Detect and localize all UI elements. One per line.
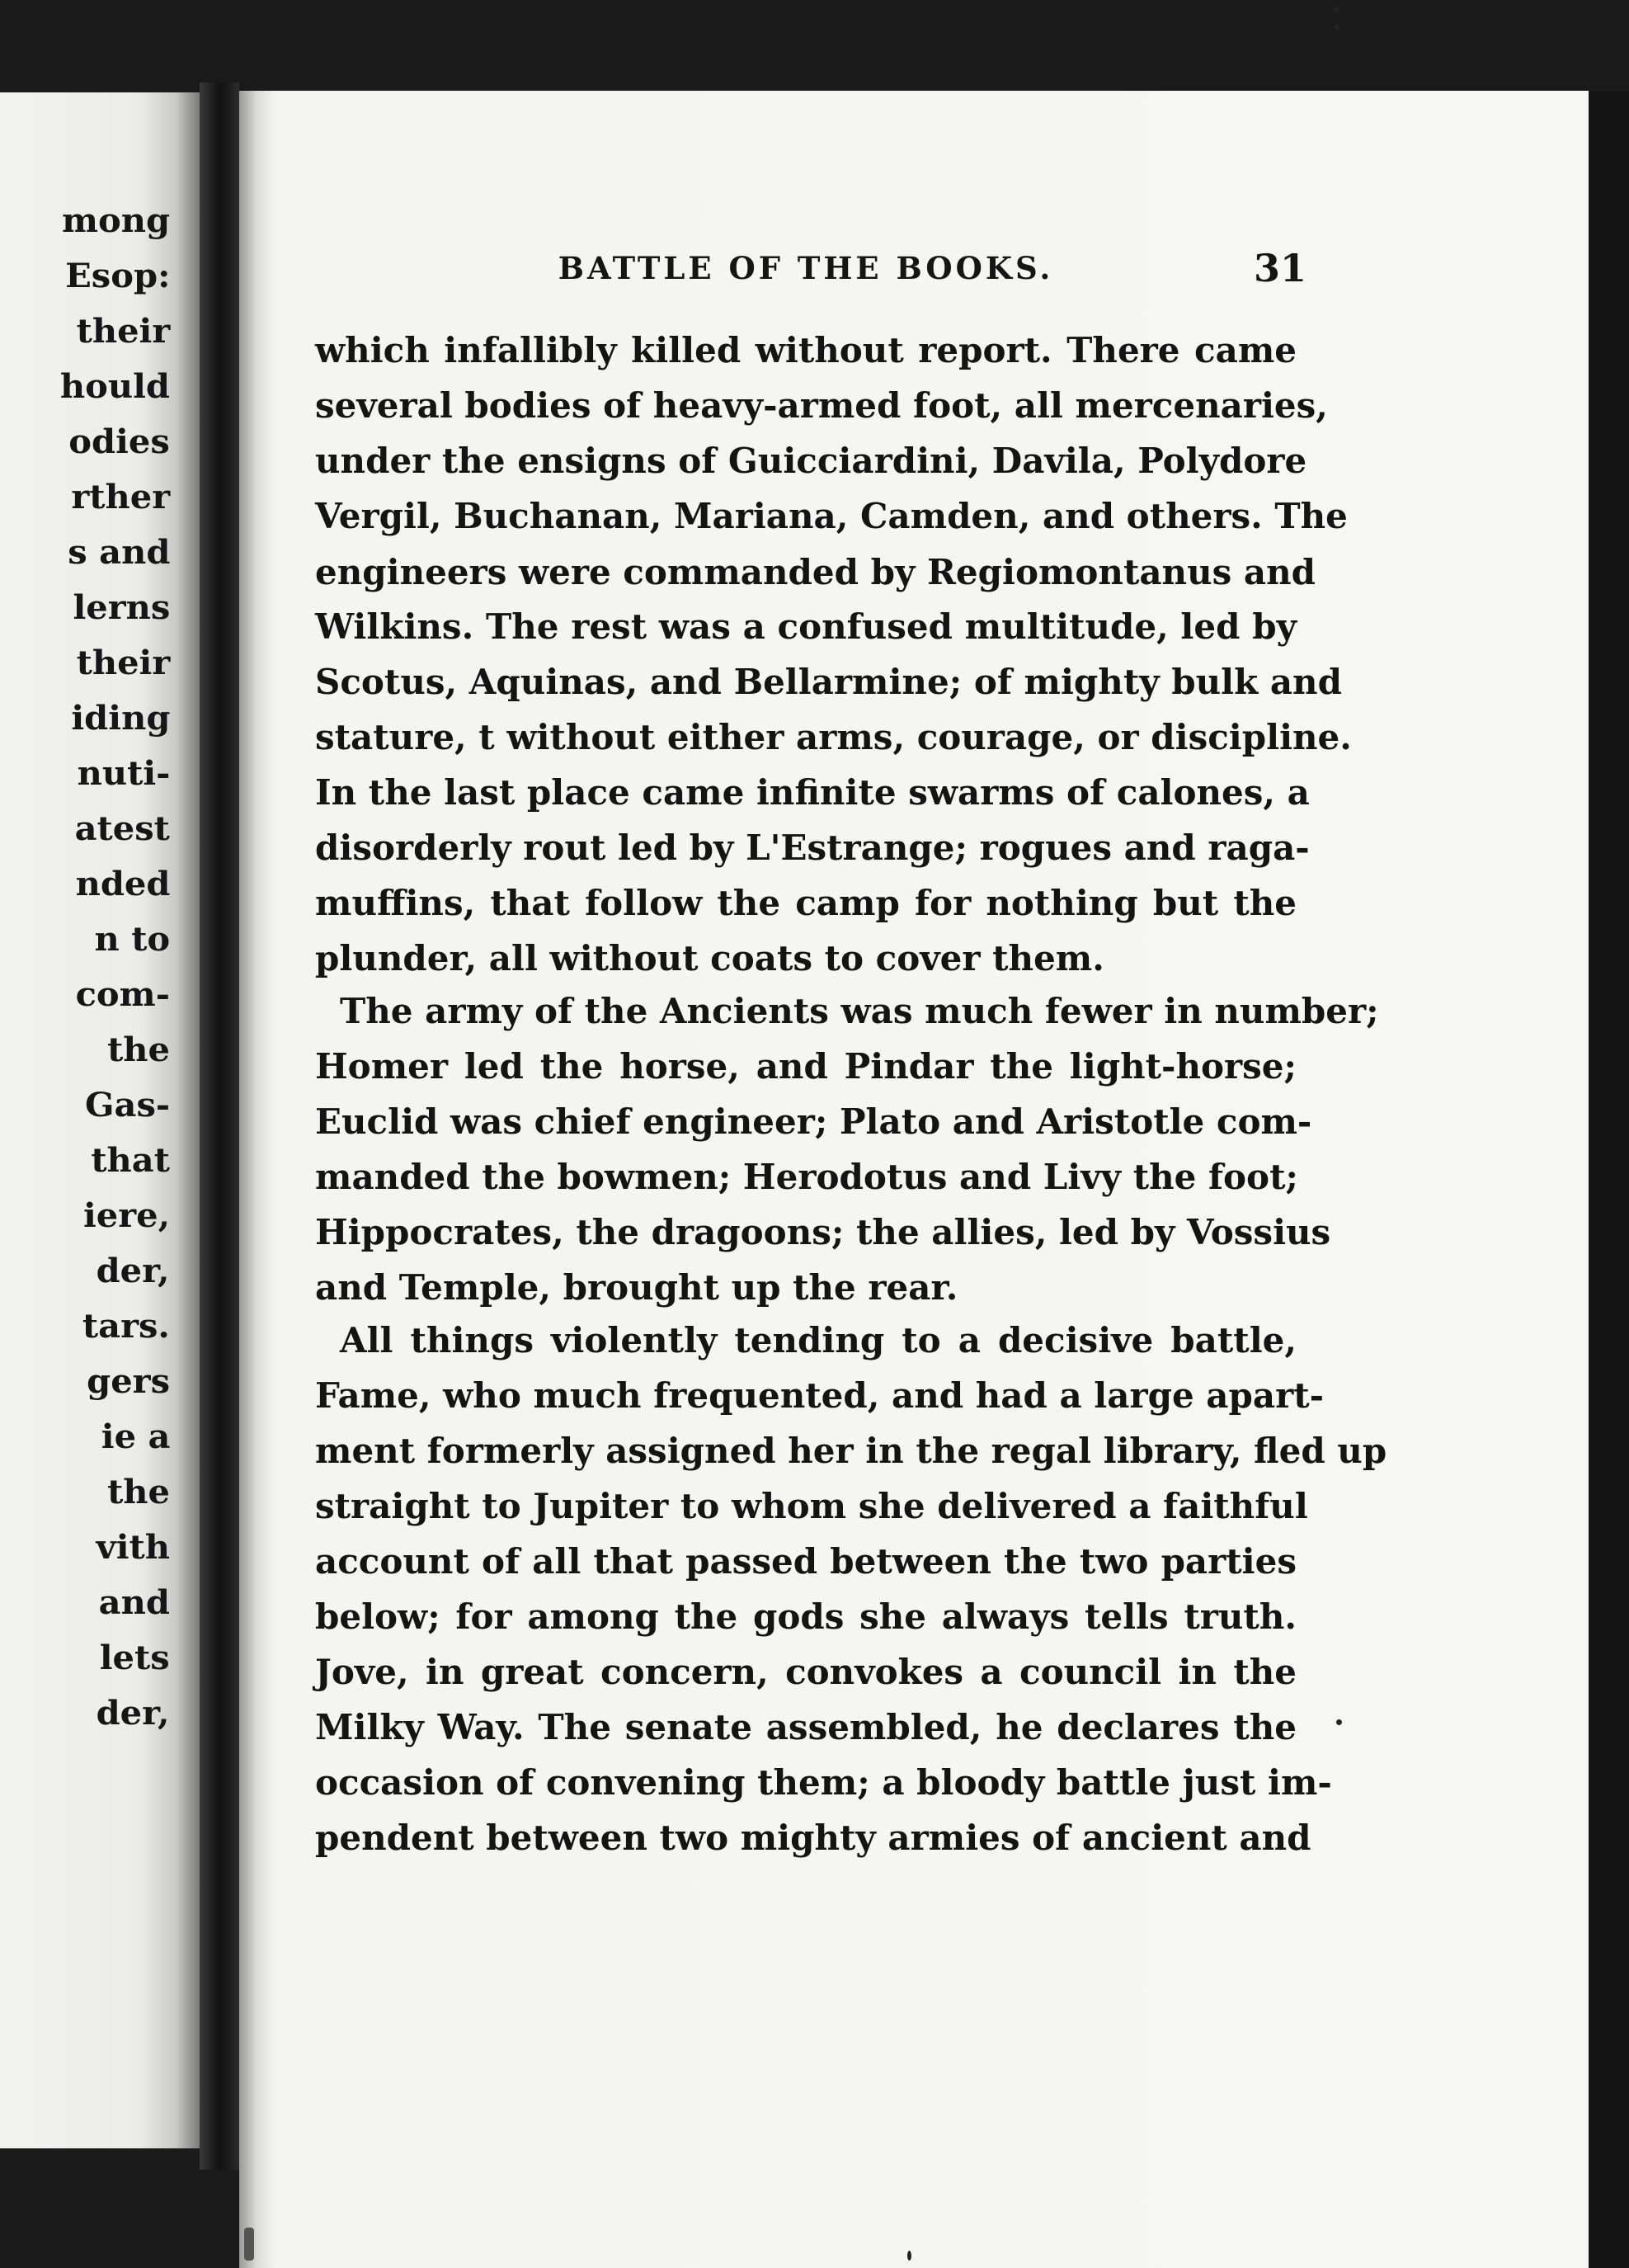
running-head: BATTLE OF THE BOOKS. [558,250,1054,286]
text-line: manded the bowmen; Herodotus and Livy the foot; [315,1157,1298,1197]
text-line: Fame, who much frequented, and had a large apart- [315,1375,1325,1416]
left-page-fragment: lerns [73,588,170,627]
text-line: The army of the Ancients was much fewer in number; [340,991,1379,1031]
left-page-fragment: der, [97,1694,170,1733]
text-line: Euclid was chief engineer; Plato and Aristotle com- [315,1101,1312,1142]
left-page-fragment: and [98,1583,170,1622]
left-page-fragment: their [76,644,170,682]
left-page-fragment: their [76,312,170,351]
text-line: plunder, all without coats to cover them. [315,938,1104,978]
text-line: pendent between two mighty armies of ancient and [315,1818,1311,1858]
text-line: Jove, in great concern, convokes a council in the [315,1652,1297,1692]
speck-mark [1333,7,1339,13]
text-line: All things violently tending to a decisive battle, [340,1320,1297,1360]
speck-mark [1335,23,1339,31]
text-line: ment formerly assigned her in the regal library, fled up [315,1431,1387,1471]
text-line: account of all that passed between the two parties [315,1541,1297,1582]
left-page-fragment: odies [68,422,170,461]
left-page-fragment: that [91,1141,170,1180]
speck-mark [907,2251,911,2261]
text-line: straight to Jupiter to whom she delivered a faithful [315,1486,1308,1526]
left-page-fragment: nuti- [77,754,170,793]
left-page-fragment: tars. [82,1307,170,1346]
left-page-fragment: iere, [82,1196,170,1235]
text-line: occasion of convening them; a bloody battle just im- [315,1762,1332,1803]
left-page-fragment: Esop: [64,257,170,295]
left-page-fragment: s and [67,533,170,572]
text-line: and Temple, brought up the rear. [315,1267,958,1308]
text-line: stature, t without either arms, courage, or discipline. [315,717,1352,757]
text-line: several bodies of heavy-armed foot, all mercenaries, [315,385,1328,426]
page-number: 31 [1254,246,1307,290]
text-line: below; for among the gods she always tells truth. [315,1596,1297,1637]
text-line: Homer led the horse, and Pindar the light-horse; [315,1046,1297,1087]
text-line: muffins, that follow the camp for nothing but the [315,883,1297,923]
left-page-fragment: gers [87,1362,170,1401]
text-line: In the last place came infinite swarms of calones, a [315,772,1310,813]
text-line: under the ensigns of Guicciardini, Davila, Polydore [315,441,1307,481]
left-page-fragment: the [107,1030,170,1069]
text-line: Wilkins. The rest was a confused multitude, led by [315,606,1297,647]
left-page-fragment: atest [74,809,170,848]
left-page-fragment: rther [71,478,170,516]
page-edge-shadow [1589,91,1629,2268]
speck-mark [244,2228,254,2261]
text-line: Hippocrates, the dragoons; the allies, led by Vossius [315,1212,1331,1252]
text-line: Vergil, Buchanan, Mariana, Camden, and others. The [315,496,1348,536]
left-page-fragment: hould [59,367,170,406]
text-line: Scotus, Aquinas, and Bellarmine; of mighty bulk and [315,662,1342,702]
text-line: Milky Way. The senate assembled, he declares the [315,1707,1297,1747]
left-page-fragment: vith [96,1528,170,1567]
text-line: engineers were commanded by Regiomontanus and [315,552,1316,592]
text-line: disorderly rout led by L'Estrange; rogues and raga- [315,828,1310,868]
left-page-fragment: lets [100,1639,170,1677]
left-page-fragment: der, [97,1252,170,1290]
left-page-fragment: nded [75,865,170,903]
facing-page-fragment [0,92,200,2148]
speck-mark [1336,1719,1342,1725]
left-page-fragment: ie a [101,1417,170,1456]
left-page-fragment: Gas- [84,1086,170,1125]
left-page-fragment: n to [94,920,170,959]
left-page-fragment: iding [70,699,170,738]
left-page-fragment: mong [61,201,170,240]
left-page-fragment: com- [75,975,170,1014]
text-line: which infallibly killed without report. There came [315,330,1297,370]
book-gutter [200,83,239,2170]
left-page-fragment: the [107,1473,170,1511]
